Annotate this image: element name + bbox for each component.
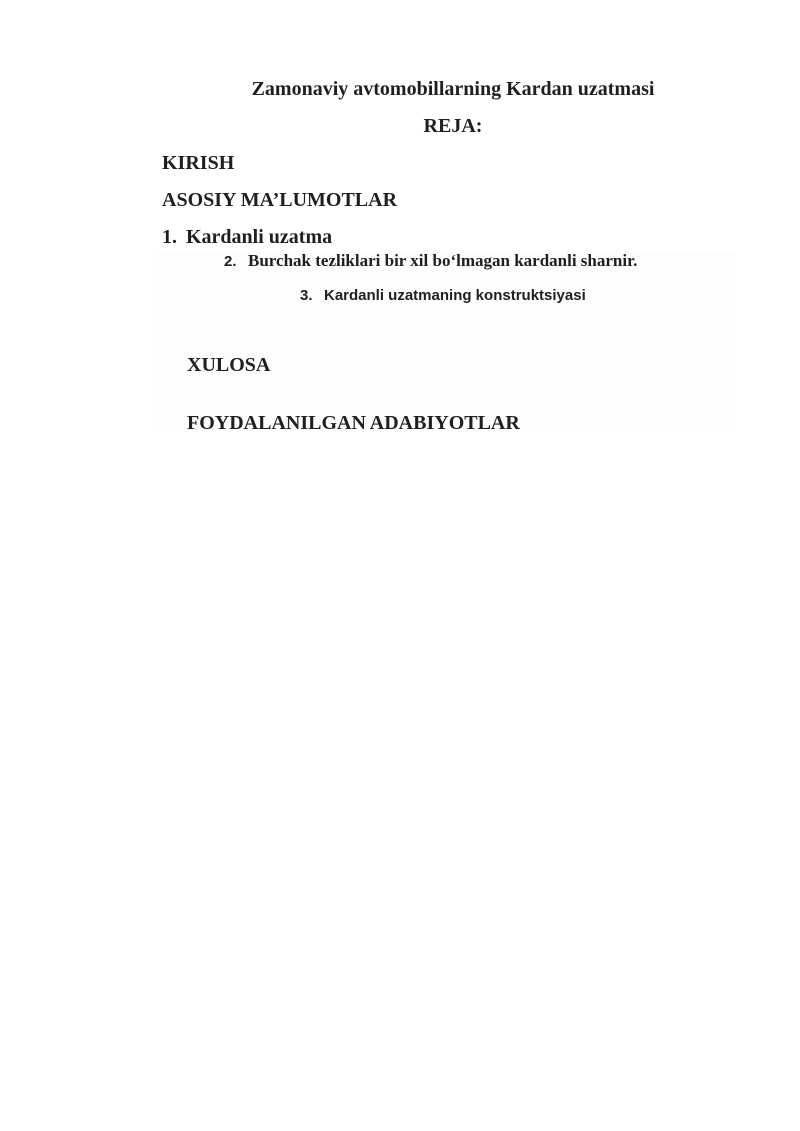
conclusion-heading: XULOSA [187,354,271,376]
intro-heading: KIRISH [162,152,235,174]
plan-item-3 [300,287,586,304]
plan-item-text: Burchak tezliklari bir xil bo‘lmagan kardanli sharnir. [248,251,638,270]
plan-item-number: 1. [162,226,177,248]
plan-item-number: 2. [224,253,237,270]
plan-heading: REJA: [423,115,483,137]
plan-item-text: Kardanli uzatma [186,226,333,248]
document-title: Zamonaviy avtomobillarning Kardan uzatmasi [251,78,655,100]
plan-item-2 [224,251,637,271]
references-heading: FOYDALANILGAN ADABIYOTLAR [187,412,520,434]
main-info-heading: ASOSIY MA’LUMOTLAR [162,189,398,211]
plan-item-1 [162,226,332,249]
plan-item-text: Kardanli uzatmaning konstruktsiyasi [324,287,586,304]
shaded-region [158,252,736,430]
plan-item-number: 3. [300,287,313,304]
